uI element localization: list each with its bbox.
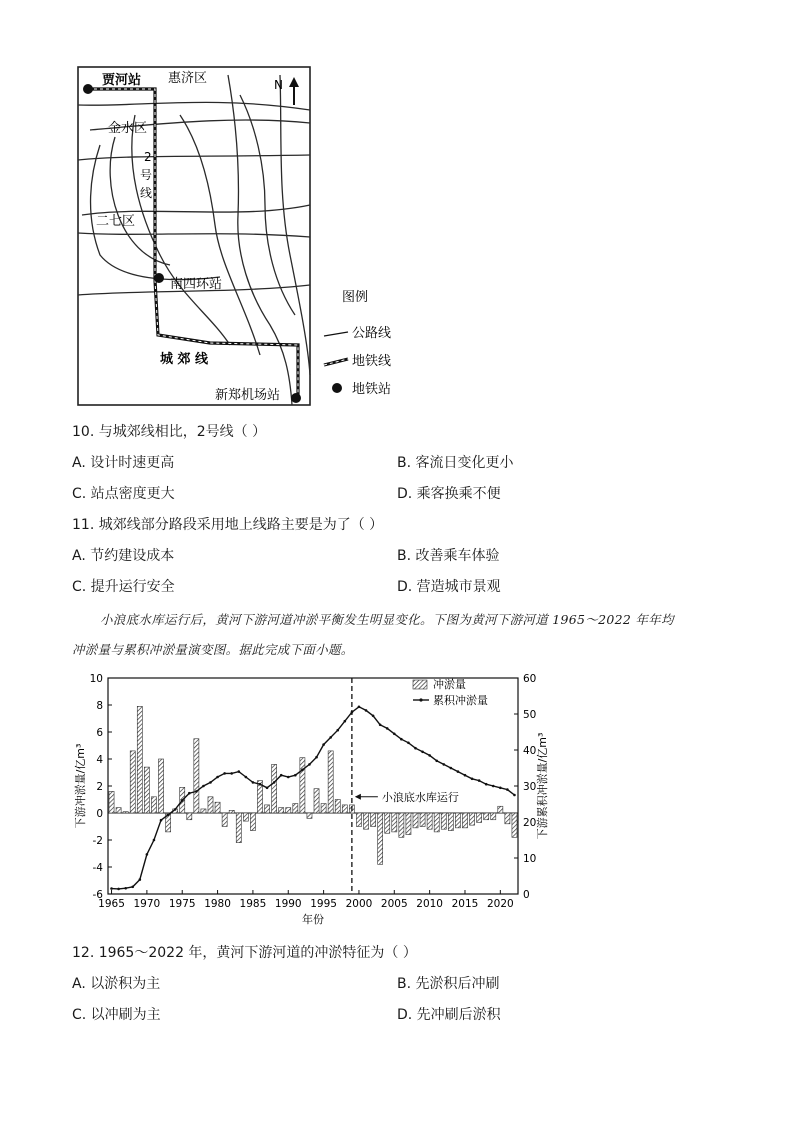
bar-sediment — [371, 813, 376, 827]
y2-tick-label: 40 — [523, 745, 537, 757]
annotation-arrow-head — [355, 794, 361, 800]
legend-title: 图例 — [342, 290, 369, 305]
bar-sediment — [222, 813, 227, 827]
question-12-option-b[interactable]: B. 先淤积后冲刷 — [397, 976, 500, 992]
point-cumulative — [124, 887, 127, 890]
bar-sediment — [441, 813, 446, 829]
bar-sediment — [109, 791, 114, 813]
bar-sediment — [512, 813, 517, 837]
point-cumulative — [513, 794, 516, 797]
bar-sediment — [356, 813, 361, 827]
point-cumulative — [294, 774, 297, 777]
y2-axis-label: 下游累积冲淤量/亿m³ — [536, 732, 549, 840]
material-intro-line-2: 冲淤量与累积冲淤量演变图。据此完成下面小题。 — [72, 642, 354, 657]
plot-frame — [108, 678, 518, 894]
x-tick-label: 1990 — [274, 898, 302, 910]
point-cumulative — [322, 743, 325, 746]
label-jinshui: 金水区 — [108, 121, 148, 136]
point-cumulative — [450, 767, 453, 770]
point-cumulative — [485, 783, 488, 786]
point-cumulative — [245, 776, 248, 779]
bar-sediment — [470, 813, 475, 825]
bar-sediment — [455, 813, 460, 828]
x-tick-label: 1975 — [168, 898, 196, 910]
legend-metro-station-label: 地铁站 — [352, 382, 392, 397]
point-cumulative — [435, 760, 438, 763]
point-cumulative — [492, 785, 495, 788]
point-cumulative — [110, 887, 113, 890]
bar-sediment — [427, 813, 432, 829]
bar-sediment — [300, 758, 305, 813]
legend-metro-station-icon — [332, 383, 342, 393]
x-tick-label: 1985 — [239, 898, 267, 910]
bar-sediment — [448, 813, 453, 831]
bar-sediment — [130, 751, 135, 813]
label-xinzheng: 新郑机场站 — [215, 388, 281, 403]
label-huiji: 惠济区 — [168, 71, 208, 86]
point-cumulative — [195, 790, 198, 793]
y-tick-label: 10 — [89, 673, 103, 685]
y-tick-label: 0 — [96, 808, 103, 820]
question-10-option-d[interactable]: D. 乘客换乘不便 — [397, 486, 501, 502]
question-12-stem: 12. 1965～2022 年，黄河下游河道的冲淤特征为（ ） — [72, 945, 417, 961]
y-tick-label: -2 — [92, 835, 103, 847]
north-label: N — [274, 78, 283, 92]
x-tick-label: 2005 — [380, 898, 408, 910]
point-cumulative — [365, 709, 368, 712]
bar-sediment — [505, 813, 510, 824]
y2-tick-label: 20 — [523, 817, 537, 829]
label-line2-c: 线 — [140, 186, 153, 200]
station-jiahe — [83, 84, 93, 94]
point-cumulative — [209, 781, 212, 784]
question-11-option-c[interactable]: C. 提升运行安全 — [72, 579, 175, 595]
y2-tick-label: 30 — [523, 781, 537, 793]
x-tick-label: 1995 — [310, 898, 337, 910]
point-cumulative — [280, 774, 283, 777]
point-cumulative — [308, 763, 311, 766]
point-cumulative — [266, 787, 269, 790]
x-axis-label: 年份 — [302, 913, 324, 926]
bar-sediment — [201, 809, 206, 813]
point-cumulative — [237, 770, 240, 773]
x-tick-label: 2020 — [486, 898, 514, 910]
point-cumulative — [372, 715, 375, 718]
point-cumulative — [301, 769, 304, 772]
label-line2-a: 2 — [144, 150, 152, 164]
question-10-stem: 10. 与城郊线相比，2号线（ ） — [72, 424, 267, 440]
question-11-option-a[interactable]: A. 节约建设成本 — [72, 548, 175, 564]
point-cumulative — [344, 720, 347, 723]
y-tick-label: -6 — [92, 889, 103, 901]
y-tick-label: 2 — [96, 781, 103, 793]
point-cumulative — [202, 785, 205, 788]
bar-sediment — [477, 813, 482, 822]
bar-sediment — [498, 806, 503, 813]
point-cumulative — [421, 751, 424, 754]
point-cumulative — [188, 792, 191, 795]
point-cumulative — [153, 839, 156, 842]
point-cumulative — [131, 886, 134, 889]
bar-sediment — [123, 812, 128, 813]
bar-sediment — [462, 813, 467, 828]
label-erqi: 二七区 — [96, 214, 136, 229]
label-chengjiao: 城 郊 线 — [160, 352, 209, 367]
y-tick-label: 6 — [96, 727, 103, 739]
point-cumulative — [358, 706, 361, 709]
bar-sediment — [137, 706, 142, 813]
question-10-option-b[interactable]: B. 客流日变化更小 — [397, 455, 514, 471]
point-cumulative — [287, 776, 290, 779]
label-nansihuan: 南四环站 — [170, 277, 223, 292]
point-cumulative — [259, 783, 262, 786]
point-cumulative — [428, 754, 431, 757]
point-cumulative — [329, 736, 332, 739]
question-11-stem: 11. 城郊线部分路段采用地上线路主要是为了（ ） — [72, 517, 384, 533]
bar-sediment — [406, 813, 411, 835]
point-cumulative — [393, 733, 396, 736]
question-12-option-c[interactable]: C. 以冲刷为主 — [72, 1007, 161, 1023]
point-cumulative — [252, 781, 255, 784]
bar-sediment — [342, 805, 347, 813]
legend-road-icon — [324, 332, 348, 336]
bar-sediment — [335, 800, 340, 814]
y-tick-label: 4 — [96, 754, 103, 766]
bar-sediment — [385, 813, 390, 833]
bar-sediment — [194, 739, 199, 813]
question-11-option-b[interactable]: B. 改善乘车体验 — [397, 548, 500, 564]
question-12-option-a[interactable]: A. 以淤积为主 — [72, 976, 161, 992]
bar-sediment — [187, 813, 192, 820]
question-10-option-a[interactable]: A. 设计时速更高 — [72, 455, 175, 471]
bar-sediment — [158, 759, 163, 813]
bar-sediment — [420, 813, 425, 827]
bar-sediment — [215, 802, 220, 813]
point-cumulative — [139, 878, 142, 881]
bar-sediment — [250, 813, 255, 831]
y-tick-label: -4 — [92, 862, 103, 874]
bar-sediment — [229, 810, 234, 813]
y-axis-label: 下游冲淤量/亿m³ — [74, 743, 87, 829]
bar-sediment — [265, 805, 270, 813]
point-cumulative — [400, 738, 403, 741]
bar-sediment — [491, 813, 496, 820]
x-tick-label: 1965 — [98, 898, 125, 910]
point-cumulative — [499, 787, 502, 790]
bar-sediment — [293, 804, 298, 813]
point-cumulative — [223, 772, 226, 775]
x-tick-label: 1980 — [204, 898, 231, 910]
point-cumulative — [407, 742, 410, 745]
point-cumulative — [442, 763, 445, 766]
bar-sediment — [434, 813, 439, 832]
bar-sediment — [208, 797, 213, 813]
bar-sediment — [116, 808, 121, 813]
annotation-label: 小浪底水库运行 — [381, 790, 459, 804]
x-tick-label: 2015 — [451, 898, 479, 910]
y2-tick-label: 60 — [523, 673, 537, 685]
bar-sediment — [399, 813, 404, 837]
point-cumulative — [160, 819, 163, 822]
station-nansihuan — [154, 273, 164, 283]
bar-sediment — [286, 808, 291, 813]
point-cumulative — [457, 770, 460, 773]
point-cumulative — [230, 772, 233, 775]
y2-tick-label: 50 — [523, 709, 537, 721]
material-intro-line-1: 小浪底水库运行后，黄河下游河道冲淤平衡发生明显变化。下图为黄河下游河道 1965～2022 年年均 — [100, 612, 674, 627]
y2-tick-label: 0 — [523, 889, 530, 901]
bar-sediment — [144, 767, 149, 813]
legend-road-label: 公路线 — [352, 326, 392, 341]
legend-swatch-bars — [413, 680, 427, 689]
point-cumulative — [414, 747, 417, 750]
bar-sediment — [378, 813, 383, 864]
point-cumulative — [216, 776, 219, 779]
metro-map-figure — [60, 55, 420, 415]
bar-sediment — [328, 751, 333, 813]
y-tick-label: 8 — [96, 700, 103, 712]
y2-tick-label: 10 — [523, 853, 537, 865]
x-tick-label: 2000 — [345, 898, 373, 910]
point-cumulative — [315, 756, 318, 759]
sediment-chart — [70, 668, 560, 938]
legend-metro-line-label: 地铁线 — [352, 354, 392, 369]
legend-swatch-line-point — [419, 698, 422, 701]
question-12-option-d[interactable]: D. 先冲刷后淤积 — [397, 1007, 501, 1023]
legend-label-bars: 冲淤量 — [433, 678, 466, 691]
question-11-option-d[interactable]: D. 营造城市景观 — [397, 579, 501, 595]
x-tick-label: 1970 — [133, 898, 161, 910]
bar-sediment — [321, 804, 326, 813]
point-cumulative — [471, 778, 474, 781]
point-cumulative — [506, 788, 509, 791]
bar-sediment — [272, 764, 277, 813]
point-cumulative — [336, 729, 339, 732]
point-cumulative — [117, 888, 120, 891]
bar-sediment — [413, 813, 418, 828]
question-10-option-c[interactable]: C. 站点密度更大 — [72, 486, 175, 502]
x-tick-label: 2010 — [416, 898, 444, 910]
point-cumulative — [386, 727, 389, 730]
label-line2-b: 号 — [140, 168, 153, 182]
bar-sediment — [314, 789, 319, 813]
point-cumulative — [167, 814, 170, 817]
bar-sediment — [236, 813, 241, 843]
legend-label-line: 累积冲淤量 — [433, 694, 488, 707]
point-cumulative — [146, 853, 149, 856]
point-cumulative — [478, 779, 481, 782]
point-cumulative — [379, 724, 382, 727]
bar-sediment — [243, 813, 248, 821]
label-jiahe: 贾河站 — [102, 73, 142, 88]
station-xinzheng — [291, 393, 301, 403]
point-cumulative — [181, 799, 184, 802]
point-cumulative — [464, 774, 467, 777]
bar-sediment — [279, 808, 284, 813]
bar-sediment — [307, 813, 312, 818]
point-cumulative — [273, 781, 276, 784]
point-cumulative — [174, 808, 177, 811]
bar-sediment — [151, 797, 156, 813]
bar-sediment — [363, 813, 368, 829]
bar-sediment — [392, 813, 397, 832]
bar-sediment — [484, 813, 489, 820]
